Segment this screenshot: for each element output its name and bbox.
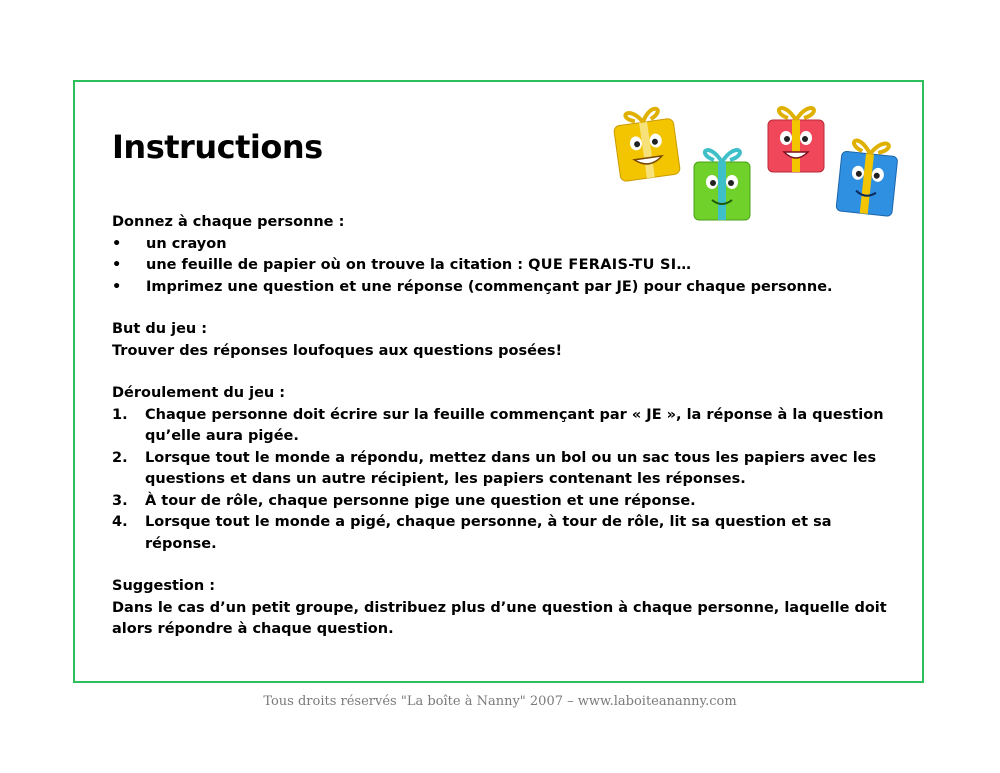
list-item-text: Imprimez une question et une réponse (commençant par JE) pour chaque personne. bbox=[146, 278, 833, 295]
list-item bbox=[112, 277, 902, 299]
list-item bbox=[112, 491, 902, 513]
yellow-gift-icon bbox=[612, 106, 681, 181]
section-heading-goal: But du jeu : bbox=[112, 321, 208, 337]
step-number: 4. bbox=[112, 514, 128, 530]
instructions-content bbox=[112, 212, 902, 641]
list-item-text: une feuille de papier où on trouve la citation : bbox=[146, 257, 529, 273]
list-item bbox=[112, 448, 902, 491]
list-item-text: À tour de rôle, chaque personne pige une question et une réponse. bbox=[145, 492, 696, 509]
green-gift-icon bbox=[694, 150, 750, 220]
copyright-footer: Tous droits réservés "La boîte à Nanny" 2007 – www.laboiteananny.com bbox=[263, 694, 737, 709]
list-item bbox=[112, 234, 902, 256]
list-item bbox=[112, 255, 902, 277]
quote-emphasis: QUE FERAIS-TU SI… bbox=[528, 257, 692, 273]
step-number: 2. bbox=[112, 449, 128, 466]
step-number: 3. bbox=[112, 492, 128, 509]
step-number: 1. bbox=[112, 406, 128, 423]
bullet-icon: • bbox=[112, 278, 122, 295]
section-heading-materials: Donnez à chaque personne : bbox=[112, 214, 345, 230]
blue-gift-icon bbox=[836, 139, 899, 216]
list-item bbox=[112, 405, 902, 448]
bullet-icon: • bbox=[112, 235, 122, 252]
section-heading-procedure: Déroulement du jeu : bbox=[112, 385, 286, 401]
section-heading-suggestion: Suggestion : bbox=[112, 578, 216, 594]
list-item-text: un crayon bbox=[146, 235, 227, 252]
section-body-goal: Trouver des réponses loufoques aux questions posées! bbox=[112, 342, 563, 359]
list-item-text: Lorsque tout le monde a répondu, mettez dans un bol ou un sac tous les papiers avec les questions et dans un autre récipient, les papiers contenant les réponses. bbox=[145, 449, 877, 487]
bullet-icon: • bbox=[112, 257, 122, 273]
list-item-text: Lorsque tout le monde a pigé, chaque personne, à tour de rôle, lit sa question et sa réponse. bbox=[145, 514, 832, 552]
section-body-suggestion: Dans le cas d’un petit groupe, distribuez plus d’une question à chaque personne, laquelle doit alors répondre à chaque question. bbox=[112, 599, 887, 637]
list-item-text: Chaque personne doit écrire sur la feuille commençant par « JE », la réponse à la question qu’elle aura pigée. bbox=[145, 406, 884, 444]
red-gift-icon bbox=[768, 108, 824, 172]
list-item bbox=[112, 512, 902, 555]
page-title: Instructions bbox=[112, 128, 323, 166]
